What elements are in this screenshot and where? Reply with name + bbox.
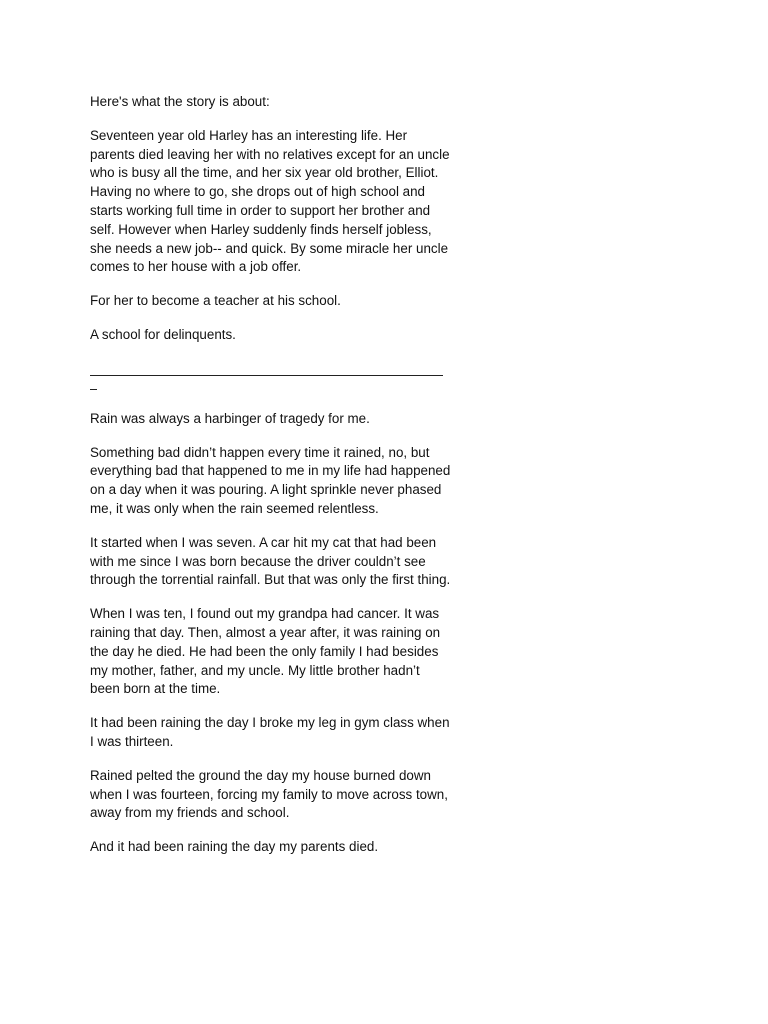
section-divider (90, 365, 443, 376)
section-divider-tail (90, 379, 97, 390)
story-paragraph: Rained pelted the ground the day my house burned down when I was fourteen, forcing my family to move across town, away from my friends and school. (90, 767, 448, 821)
story-paragraph: It had been raining the day I broke my leg in gym class when I was thirteen. (90, 715, 450, 749)
intro-heading: Here's what the story is about: (90, 94, 270, 109)
summary-paragraph: A school for delinquents. (90, 326, 236, 342)
story-paragraph: It started when I was seven. A car hit my cat that had been with me since I was born because the driver couldn’t see through the torrential rainfall. But that was only the first thing. (90, 534, 451, 588)
story-paragraph: And it had been raining the day my parents died. (90, 839, 379, 855)
story-paragraph: When I was ten, I found out my grandpa had cancer. It was raining that day. Then, almost a year after, it was raining on the day he died. He had been the only family I had besides my mother, father, and my uncle. My little brother hadn’t been born at the time. (90, 606, 441, 697)
story-paragraph: Rain was always a harbinger of tragedy for me. (90, 410, 370, 426)
summary-paragraph: Seventeen year old Harley has an interesting life. Her parents died leaving her with no relatives except for an uncle who is busy all the time, and her six year old brother, Elliot. Having no where to go, she drops out of high school and starts working full time in order to support her brother and self. However when Harley suddenly finds herself jobless, she needs a new job-- and quick. By some miracle her uncle comes to her house with a job offer. (90, 127, 450, 275)
summary-paragraph: For her to become a teacher at his school. (90, 293, 341, 309)
story-paragraph: Something bad didn’t happen every time it rained, no, but everything bad that happened to me in my life had happened on a day when it was pouring. A light sprinkle never phased me, it was only when the rain seemed relentless. (90, 444, 451, 516)
document-page (90, 93, 452, 872)
